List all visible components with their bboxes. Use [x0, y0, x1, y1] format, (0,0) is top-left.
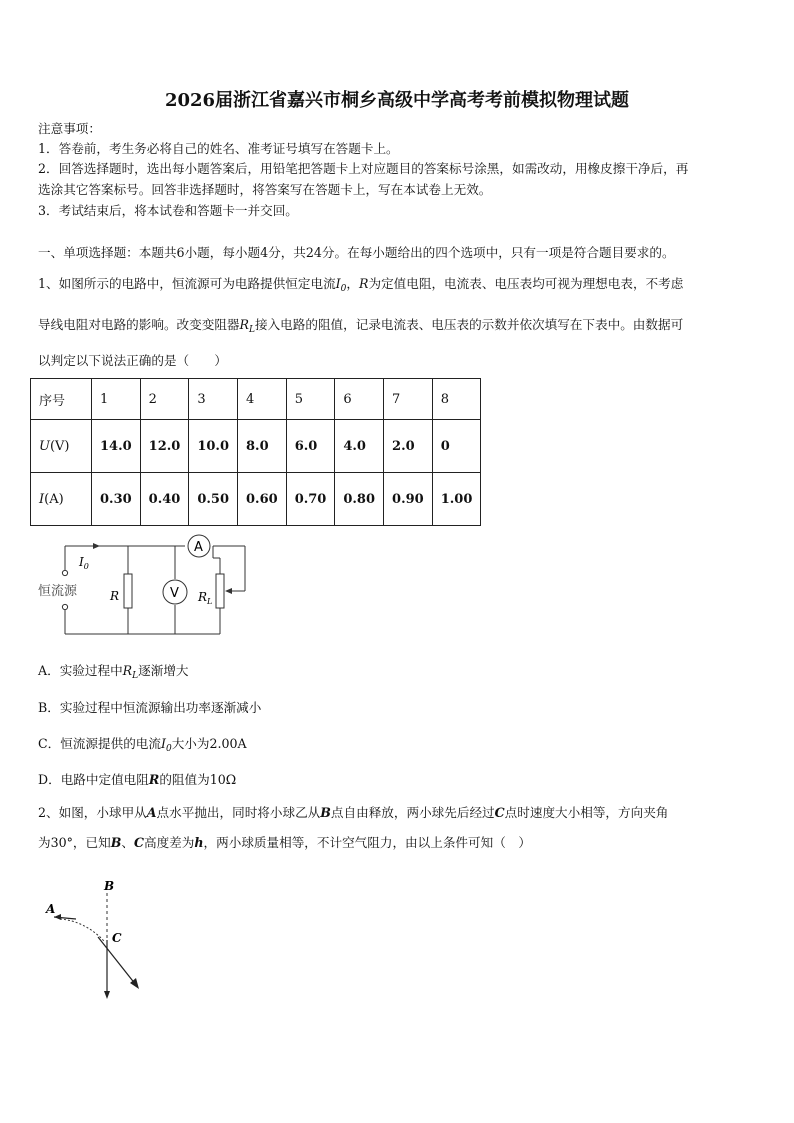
- option-d: [38, 771, 236, 789]
- table-cell: 0: [432, 420, 481, 473]
- table-cell: 5: [286, 379, 335, 420]
- q2-text: 点时速度大小相等，方向夹角: [504, 805, 669, 820]
- q2-stem-line1: [38, 804, 668, 822]
- table-row: [31, 420, 481, 473]
- q1-text: ，: [346, 276, 359, 291]
- q2-text: 高度差为: [143, 835, 195, 850]
- table-cell: 6: [335, 379, 384, 420]
- table-cell: 0.80: [335, 473, 384, 526]
- i-unit: (A): [44, 491, 64, 507]
- q1-stem-line3: 以判定以下说法正确的是（ ）: [38, 353, 227, 368]
- voltmeter-label: V: [170, 586, 179, 601]
- table-row: [31, 379, 481, 420]
- table-cell: 0.50: [189, 473, 238, 526]
- q1-rl-sub: L: [248, 325, 255, 335]
- q2-text: 2、如图，小球甲从: [38, 805, 147, 820]
- label-c: C: [112, 931, 122, 945]
- terminal-icon: [62, 570, 67, 575]
- table-cell: 12.0: [140, 420, 189, 473]
- option-a-text: A．实验过程中: [38, 663, 123, 678]
- table-cell: 1: [92, 379, 141, 420]
- q2-text: 点自由释放，两小球先后经过: [330, 805, 495, 820]
- notes-item-2-cont: 选涂其它答案标号。回答非选择题时，将答案写在答题卡上，写在本试卷上无效。: [38, 182, 492, 197]
- trajectory-path: [60, 919, 104, 941]
- label-b: B: [104, 879, 115, 893]
- section-heading: 一、单项选择题：本题共6小题，每小题4分，共24分。在每小题给出的四个选项中，只有一项是符合题目要求的。: [38, 245, 675, 260]
- q1-i0-sub: 0: [340, 284, 347, 294]
- notes-item-3: 3．考试结束后，将本试卷和答题卡一并交回。: [38, 203, 298, 218]
- option-c-i0: I: [160, 736, 166, 751]
- table-cell: 14.0: [92, 420, 141, 473]
- current-arrow-icon: [93, 543, 100, 549]
- table-cell: 0.30: [92, 473, 141, 526]
- option-a-rl: R: [122, 663, 133, 678]
- label-r: R: [110, 589, 120, 603]
- q2-text: 为30°，已知: [38, 835, 111, 850]
- table-cell: 0.70: [286, 473, 335, 526]
- table-cell: 2.0: [384, 420, 433, 473]
- q1-i0: I: [335, 276, 341, 291]
- option-c-text: C．恒流源提供的电流: [38, 736, 161, 751]
- table-cell: 6.0: [286, 420, 335, 473]
- q2-text: 点水平抛出，同时将小球乙从: [156, 805, 321, 820]
- q1-text: 为定值电阻，电流表、电压表均可视为理想电表，不考虑: [368, 276, 684, 291]
- option-d-r: R: [148, 772, 160, 787]
- u-symbol: U: [39, 438, 50, 454]
- rheostat-icon: [216, 574, 224, 608]
- projectile-diagram: [40, 875, 150, 1005]
- page-title: 2026届浙江省嘉兴市桐乡高级中学高考考前模拟物理试题: [164, 90, 630, 111]
- label-i0: $I_0$: [79, 555, 89, 571]
- q1-stem-line2: [38, 316, 683, 339]
- option-d-text: 的阻值为10Ω: [159, 772, 237, 787]
- q1-text: 导线电阻对电路的影响。改变变阻器: [38, 317, 240, 332]
- q2-stem-line2: [38, 834, 531, 852]
- table-header-cell: [31, 473, 92, 526]
- option-d-text: D．电路中定值电阻: [38, 772, 149, 787]
- table-cell: 3: [189, 379, 238, 420]
- table-cell: 4.0: [335, 420, 384, 473]
- option-c-i0-sub: 0: [165, 744, 172, 754]
- table-cell: 10.0: [189, 420, 238, 473]
- q1-stem-line1: [38, 275, 683, 298]
- q1-text: 接入电路的阻值，记录电流表、电压表的示数并依次填写在下表中。由数据可: [254, 317, 684, 332]
- q2-point-c: C: [494, 805, 505, 820]
- data-table: [30, 378, 481, 526]
- q2-point-c: C: [133, 835, 144, 850]
- arrow-head-icon: [104, 991, 110, 999]
- ammeter-label: A: [194, 540, 203, 555]
- table-cell: 0.40: [140, 473, 189, 526]
- u-unit: (V): [49, 438, 70, 454]
- q2-h: h: [194, 835, 204, 850]
- label-a: A: [46, 902, 56, 916]
- resistor-r-icon: [124, 574, 132, 608]
- table-cell: 4: [238, 379, 287, 420]
- table-header-cell: 序号: [31, 379, 92, 420]
- notes-item-2: 2．回答选择题时，选出每小题答案后，用铅笔把答题卡上对应题目的答案标号涂黑，如需改动，用橡皮擦干净后，再: [38, 161, 689, 176]
- notes-heading: 注意事项：: [38, 121, 101, 136]
- option-a: [38, 662, 189, 685]
- q2-text: ，两小球质量相等，不计空气阻力，由以上条件可知（ ）: [203, 835, 531, 850]
- q1-text: 1、如图所示的电路中，恒流源可为电路提供恒定电流: [38, 276, 336, 291]
- table-cell: 7: [384, 379, 433, 420]
- terminal-icon: [62, 604, 67, 609]
- q2-point-a: A: [146, 805, 157, 820]
- q2-text: 、: [121, 835, 134, 850]
- q2-point-b: B: [110, 835, 122, 850]
- table-cell: 8: [432, 379, 481, 420]
- option-b: B．实验过程中恒流源输出功率逐渐减小: [38, 700, 262, 715]
- table-header-cell: [31, 420, 92, 473]
- notes-item-1: 1．答卷前，考生务必将自己的姓名、准考证号填写在答题卡上。: [38, 141, 399, 156]
- option-c-text: 大小为2.00A: [171, 736, 247, 751]
- q1-r: R: [358, 276, 369, 291]
- table-cell: 0.90: [384, 473, 433, 526]
- table-cell: 2: [140, 379, 189, 420]
- table-cell: 1.00: [432, 473, 481, 526]
- source-label: 恒流源: [38, 584, 78, 599]
- option-c: [38, 735, 247, 758]
- option-a-rl-sub: L: [132, 671, 139, 681]
- option-a-text: 逐渐增大: [138, 663, 189, 678]
- table-cell: 0.60: [238, 473, 287, 526]
- slider-arrow-icon: [225, 588, 232, 594]
- label-rl: $R_L$: [198, 590, 213, 606]
- table-row: [31, 473, 481, 526]
- table-cell: 8.0: [238, 420, 287, 473]
- circuit-diagram: [30, 532, 260, 644]
- i-symbol: I: [39, 491, 45, 507]
- q1-rl: R: [239, 317, 249, 332]
- q2-point-b: B: [320, 805, 331, 820]
